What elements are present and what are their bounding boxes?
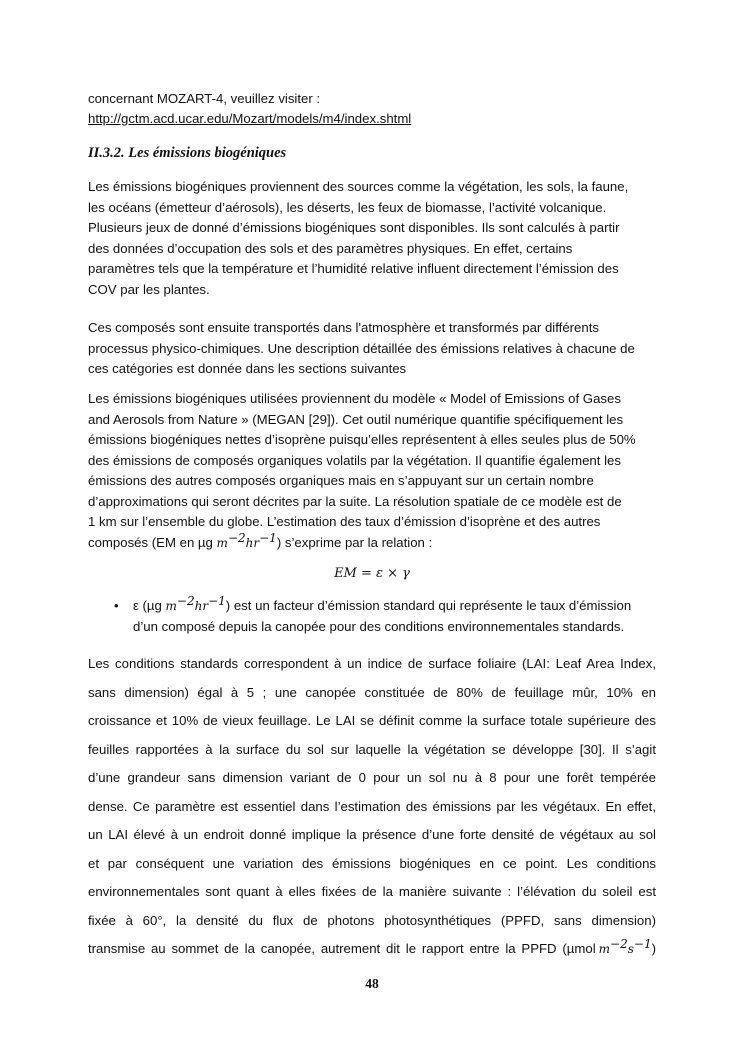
- text-line: les océans (émetteur d’aérosols), les déserts, les feux de biomasse, l’activité volcanique.: [88, 199, 607, 215]
- equation: EM = ε × γ: [334, 566, 410, 581]
- text-line: et par conséquent une variation des émissions biogéniques en ce point. Les conditions: [88, 855, 656, 871]
- text-line: environnementales sont quant à elles fixées de la manière suivante : l’élévation du soleil est: [88, 884, 656, 899]
- text-line: [88, 530, 433, 551]
- text-line: [88, 937, 656, 957]
- text-line: processus physico-chimiques. Une description détaillée des émissions relatives à chacune de: [88, 340, 635, 356]
- text-line: émissions biogéniques nettes d’isoprène puisqu’elles représentent à elles seules plus de 50%: [88, 432, 636, 447]
- text: ): [651, 941, 656, 956]
- mozart-link[interactable]: http://gctm.acd.ucar.edu/Mozart/models/m4/index.shtml: [88, 111, 412, 126]
- text-line: feuilles rapportées à la surface du sol sur laquelle la végétation se développe [30]. Il s’agit: [88, 741, 656, 757]
- text-line: 1 km sur l’ensemble du globe. L’estimation des taux d’émission d’isoprène et des autres: [88, 514, 601, 529]
- text-line: d’approximations qui seront décrites par la suite. La résolution spatiale de ce modèle est de: [88, 493, 622, 509]
- text-line: d’une grandeur sans dimension variant de 0 pour un sol nu à 8 pour une forêt tempérée: [88, 770, 656, 785]
- text: ε (µg: [133, 598, 166, 613]
- section-heading: II.3.2. Les émissions biogéniques: [88, 145, 287, 161]
- text-line: and Aerosols from Nature » (MEGAN [29]). Cet outil numérique quantifie spécifiquement les: [88, 411, 624, 427]
- text-line: croissance et 10% de vieux feuillage. Le LAI se définit comme la surface totale supérieure des: [88, 713, 656, 728]
- math: m: [165, 599, 177, 613]
- text-line: d’un composé depuis la canopée pour des conditions environnementales standards.: [133, 618, 625, 634]
- text-line: émissions des autres composés organiques mais en s’appuyant sur un certain nombre: [88, 473, 594, 488]
- math: m: [598, 942, 611, 956]
- math: −1: [208, 594, 226, 608]
- text-line: sans dimension) égal à 5 ; une canopée constituée de 80% de feuillage mûr, 10% en: [88, 684, 656, 700]
- intro-text: concernant MOZART-4, veuillez visiter :: [88, 91, 321, 106]
- text-line: Les conditions standards correspondent à un indice de surface foliaire (LAI: Leaf Area Index,: [88, 656, 656, 671]
- math: s: [627, 942, 634, 956]
- text: composés (EM en µg: [88, 534, 217, 550]
- math: −2: [610, 937, 628, 951]
- math: hr: [194, 599, 209, 613]
- text-line: Les émissions biogéniques utilisées proviennent du modèle « Model of Emissions of Gases: [88, 391, 621, 406]
- math: −1: [259, 530, 277, 545]
- math: −2: [227, 530, 246, 545]
- text: ) est un facteur d’émission standard qui représente le taux d’émission: [225, 598, 632, 613]
- text-line: ces catégories est donnée dans les sections suivantes: [88, 361, 407, 376]
- text-line: un LAI élevé à un endroit donné implique la présence d’une forte densité de végétaux au sol: [88, 827, 656, 842]
- bullet-icon: •: [114, 598, 119, 613]
- text-line: des données d’occupation des sols et des paramètres physiques. En effet, certains: [88, 240, 573, 256]
- math: −2: [176, 594, 195, 608]
- page-number: 48: [365, 976, 379, 991]
- text-line: fixée à 60°, la densité du flux de photons photosynthétiques (PPFD, sans dimension): [88, 912, 656, 928]
- math: hr: [245, 535, 260, 550]
- text-line: [133, 594, 632, 614]
- text: transmise au sommet de la canopée, autrement dit le rapport entre la PPFD (µmol: [88, 941, 596, 956]
- text-line: Plusieurs jeux de donné d’émissions biogéniques sont disponibles. Ils sont calculés à partir: [88, 220, 620, 235]
- math: −1: [633, 937, 652, 951]
- text-line: des émissions de composés organiques volatils par la végétation. Il quantifie également les: [88, 452, 621, 468]
- text: ) s’exprime par la relation :: [276, 534, 433, 550]
- text-line: Les émissions biogéniques proviennent des sources comme la végétation, les sols, la faune,: [88, 179, 629, 194]
- math: m: [216, 535, 228, 550]
- text-line: paramètres tels que la température et l’humidité relative influent directement l’émission des: [88, 261, 619, 276]
- text-line: COV par les plantes.: [88, 281, 210, 297]
- text-line: Ces composés sont ensuite transportés dans l'atmosphère et transformés par différents: [88, 320, 599, 335]
- text-line: dense. Ce paramètre est essentiel dans l’estimation des émissions par les végétaux. En effet,: [88, 798, 656, 814]
